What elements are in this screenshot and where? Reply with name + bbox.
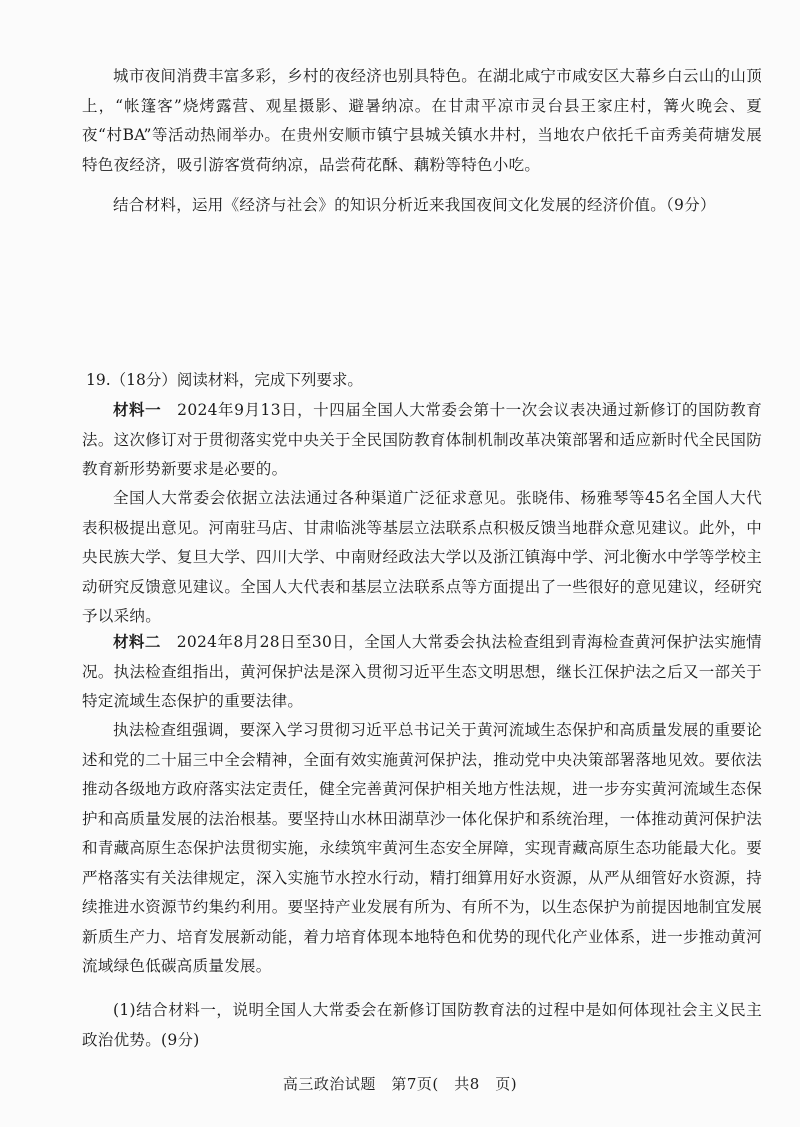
material-2-label: 材料二: [113, 633, 161, 651]
material-1-paragraph-2: 全国人大常委会依据立法法通过各种渠道广泛征求意见。张晓伟、杨雅琴等45名全国人大代表积极提出意见。河南驻马店、甘肃临洮等基层立法联系点积极反馈当地群众意见建议。此外，中央民族大学、复旦大学、四川大学、中南财经政法大学以及浙江镇海中学、河北衡水中学等学校主动研究反馈意见建议。全国人大代表和基层立法联系点等方面提出了一些很好的意见建议，经研究予以采纳。: [82, 489, 762, 625]
material-1-text: 2024年9月13日，十四届全国人大常委会第十一次会议表决通过新修订的国防教育法。这次修订对于贯彻落实党中央关于全民国防教育体制机制改革决策部署和适应新时代全民国防教育新形势新要求是必要的。: [82, 401, 762, 478]
question-19-heading: 19.（18分）阅读材料，完成下列要求。: [86, 371, 363, 389]
sub-question-1: (1)结合材料一，说明全国人大常委会在新修订国防教育法的过程中是如何体现社会主义民主政治优势。(9分): [82, 1001, 762, 1049]
material-1-label: 材料一: [113, 401, 162, 419]
material-2-text: 2024年8月28日至30日，全国人大常委会执法检查组到青海检查黄河保护法实施情况。执法检查组指出，黄河保护法是深入贯彻习近平生态文明思想，继长江保护法之后又一部关于特定流域生态保护的重要法律。: [82, 633, 762, 710]
material-2-paragraph-2: 执法检查组强调，要深入学习贯彻习近平总书记关于黄河流域生态保护和高质量发展的重要论述和党的二十届三中全会精神，全面有效实施黄河保护法，推动党中央决策部署落地见效。要依法推动各级地方政府落实法定责任，健全完善黄河保护相关地方性法规，进一步夯实黄河流域生态保护和高质量发展的法治根基。要坚持山水林田湖草沙一体化保护和系统治理，一体推动黄河保护法和青藏高原生态保护法贯彻实施，永续筑牢黄河生态安全屏障，实现青藏高原生态功能最大化。要严格落实有关法律规定，深入实施节水控水行动，精打细算用好水资源，从严从细管好水资源，持续推进水资源节约集约利用。要坚持产业发展有所为、有所不为，以生态保护为前提因地制宜发展新质生产力、培育发展新动能，着力培育体现本地特色和优势的现代化产业体系，进一步推动黄河流域绿色低碳高质量发展。: [82, 721, 762, 975]
page-footer: 高三政治试题 第7页( 共8 页): [282, 1075, 518, 1093]
material-2-paragraph-1: [82, 628, 762, 717]
material-1-paragraph-1: [82, 396, 762, 485]
intro-paragraph: 城市夜间消费丰富多彩，乡村的夜经济也别具特色。在湖北咸宁市咸安区大幕乡白云山的山顶上，“帐篷客”烧烤露营、观星摄影、避暑纳凉。在甘肃平凉市灵台县王家庄村，篝火晚会、夏夜“村BA”等活动热闹举办。在贵州安顺市镇宁县城关镇水井村，当地农户依托千亩秀美荷塘发展特色夜经济，吸引游客赏荷纳凉，品尝荷花酥、藕粉等特色小吃。: [82, 67, 762, 174]
intro-question: 结合材料，运用《经济与社会》的知识分析近来我国夜间文化发展的经济价值。（9分）: [113, 196, 716, 214]
